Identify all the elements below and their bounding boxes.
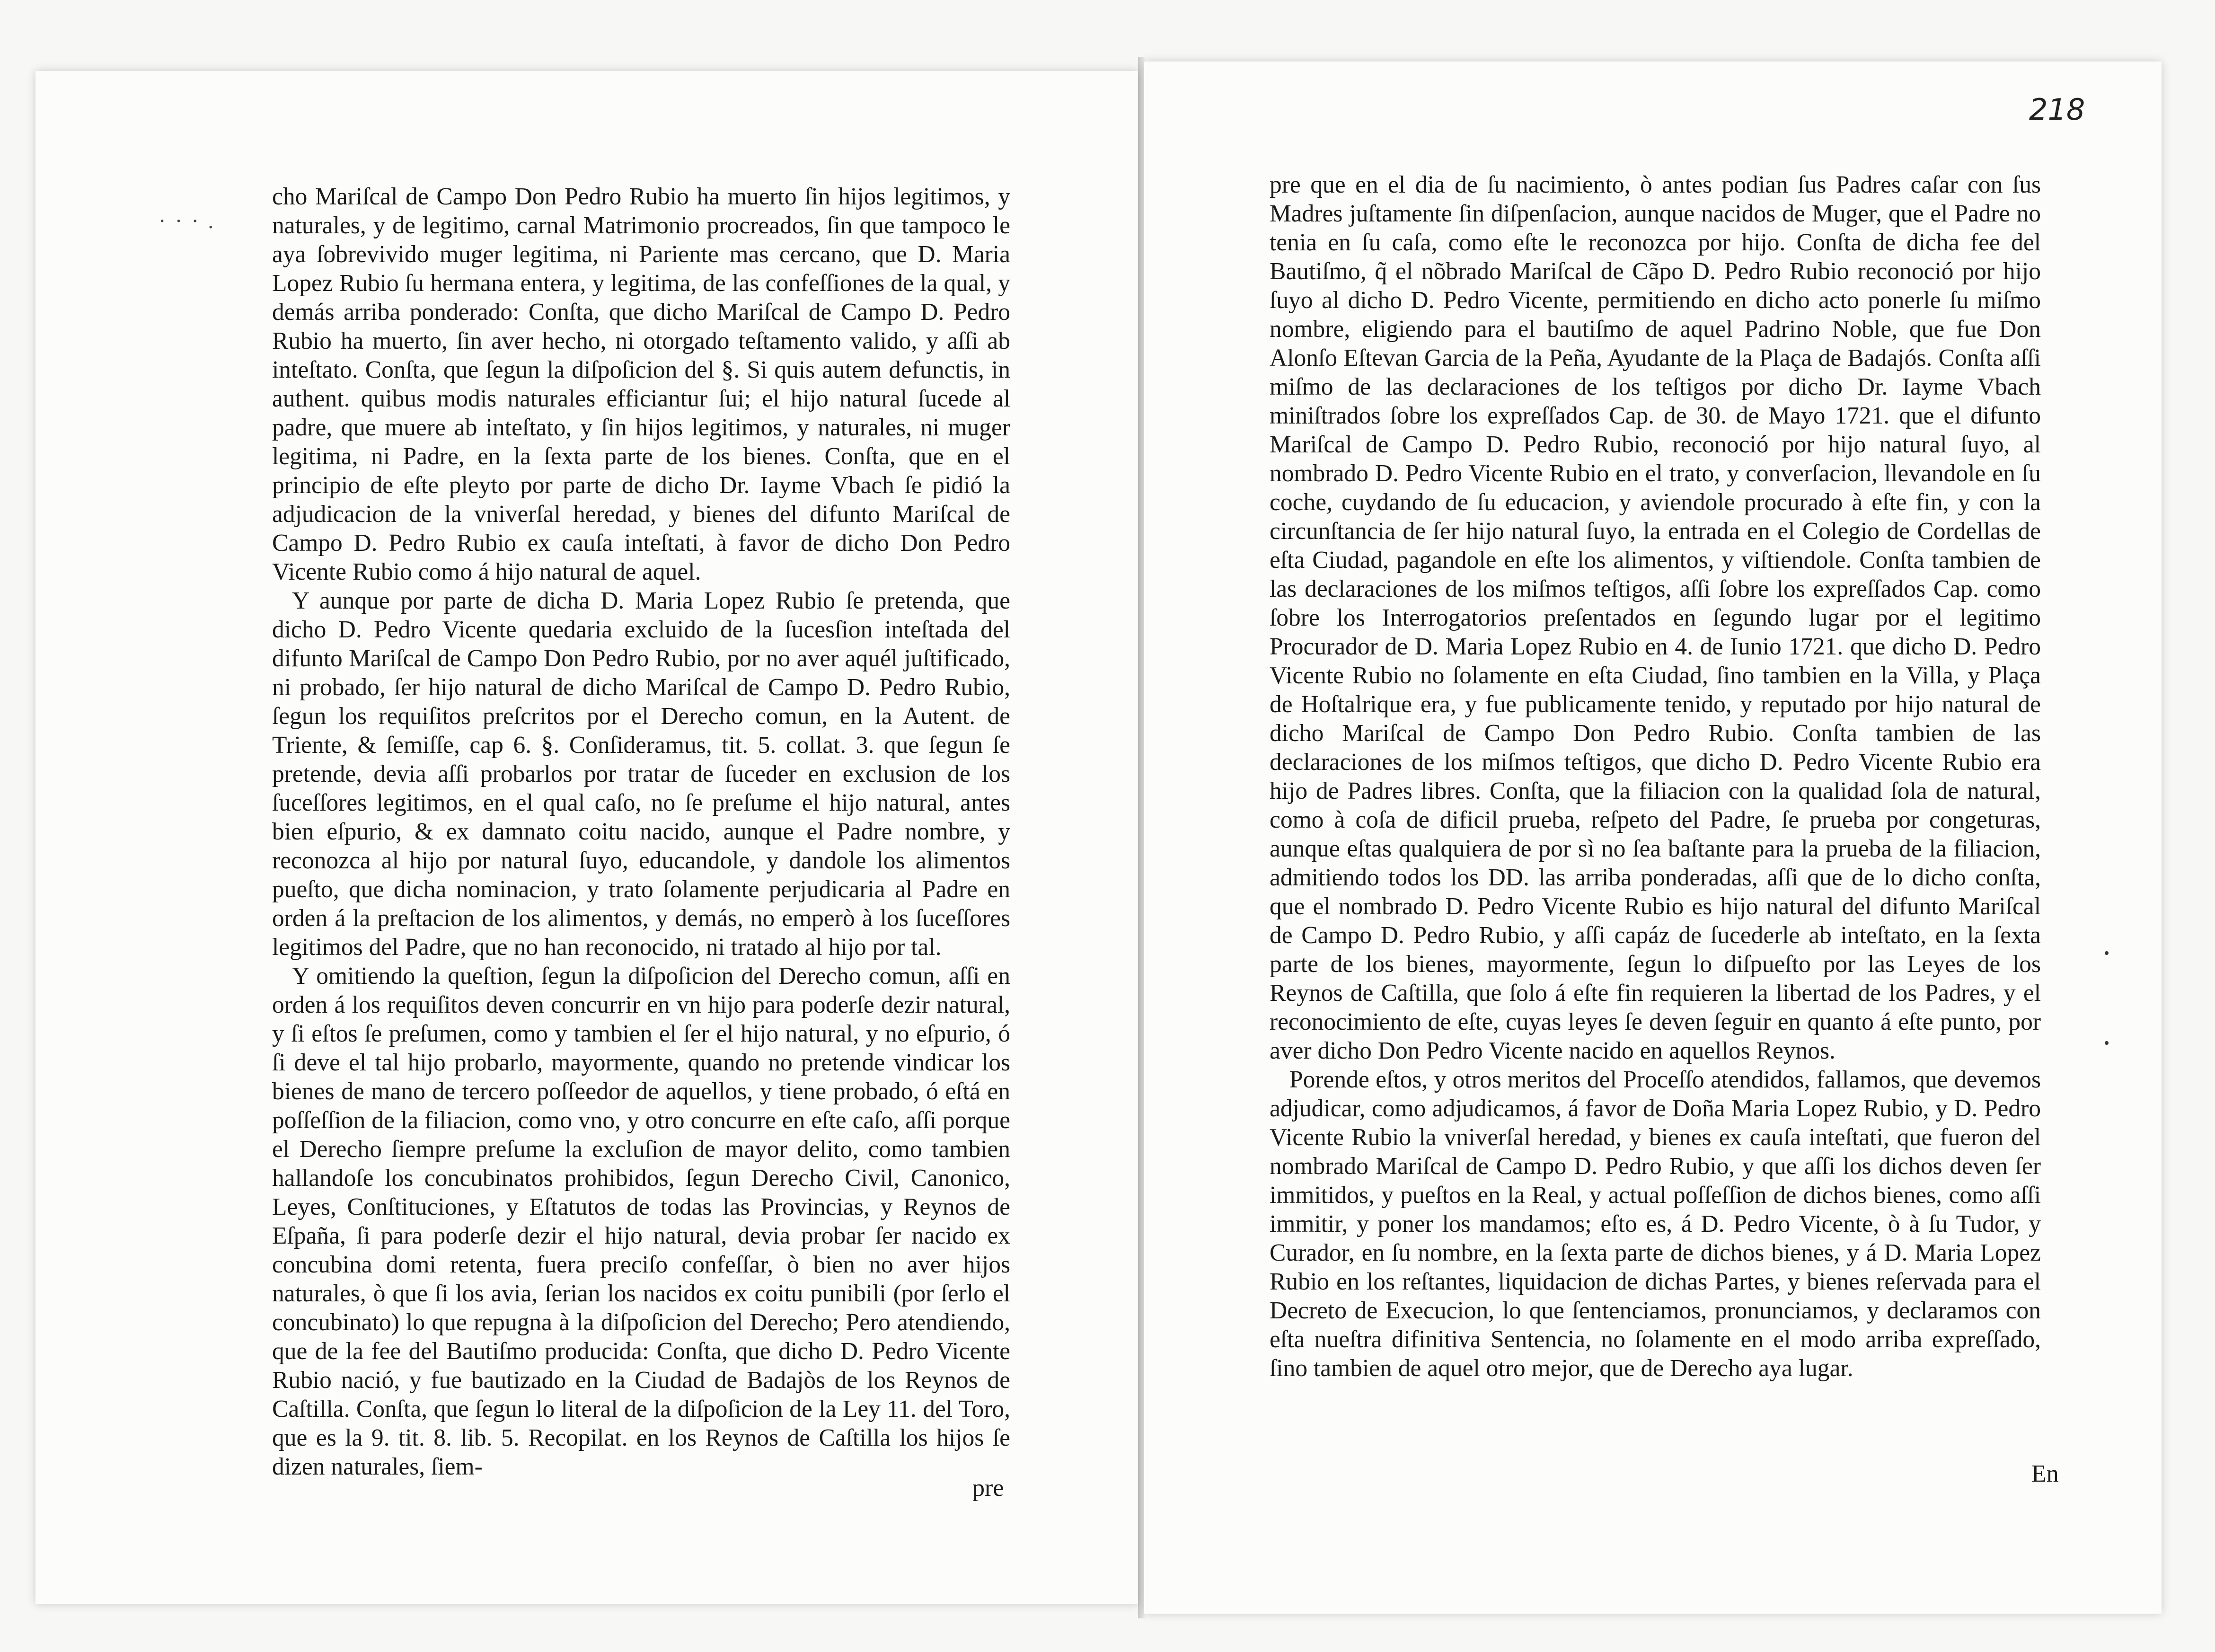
ink-speck [2105,1041,2109,1045]
left-text-column [272,182,1010,1481]
right-paragraph-2: Porende eſtos, y otros meritos del Proceſſo atendidos, fallamos, que devemos adjudicar, como adjudicamos, á favor de Doña Maria Lopez Rubio, y D. Pedro Vicente Rubio la vniverſal heredad, y bienes ex cauſa inteſtati, que fueron del nombrado Mariſcal de Campo D. Pedro Rubio, y que aſſi los dichos deven ſer immitidos, y pueſtos en la Real, y actual poſſeſſion de dichos bienes, como aſſi immitir, y poner los mandamos; eſto es, á D. Pedro Vicente, ò à ſu Tudor, y Curador, en ſu nombre, en la ſexta parte de dichos bienes, y á D. Maria Lopez Rubio en los reſtantes, liquidacion de dichas Partes, y bienes reſervada para el Decreto de Execucion, lo que ſentenciamos, pronunciamos, y declaramos con eſta nueſtra difinitiva Sentencia, no ſolamente en el modo arriba expreſſado, ſino tambien de aquel otro mejor, que de Derecho aya lugar. [1270,1066,2041,1382]
right-paragraph-1: pre que en el dia de ſu nacimiento, ò antes podian ſus Padres caſar con ſus Madres juſtamente ſin diſpenſacion, aunque nacidos de Muger, que el Padre no tenia en ſu caſa, como eſte le reconozca por hijo. Conſta de dicha fee del Bautiſmo, q̃ el nõbrado Mariſcal de Cãpo D. Pedro Rubio reconoció por hijo ſuyo al dicho D. Pedro Vicente, permitiendo en dicho acto ponerle ſu miſmo nombre, eligiendo para el bautiſmo de aquel Padrino Noble, que fue Don Alonſo Eſtevan Garcia de la Peña, Ayudante de la Plaça de Badajós. Conſta aſſi miſmo de las declaraciones de los teſtigos por dicho Dr. Iayme Vbach miniſtrados ſobre los expreſſados Cap. de 30. de Mayo 1721. que el difunto Mariſcal de Campo D. Pedro Rubio, reconoció por hijo natural ſuyo, al nombrado D. Pedro Vicente Rubio en el trato, y converſacion, llevandole en ſu coche, cuydando de ſu educacion, y aviendole procurado à eſte fin, y con la circunſtancia de ſer hijo natural ſuyo, la entrada en el Colegio de Cordellas de eſta Ciudad, pagandole en eſte los alimentos, y viſtiendole. Conſta tambien de las declaraciones de los miſmos teſtigos, aſſi ſobre los expreſſados Cap. como ſobre los Interrogatorios preſentados en ſegundo lugar por el legitimo Procurador de D. Maria Lopez Rubio en 4. de Iunio 1721. que dicho D. Pedro Vicente Rubio no ſolamente en eſta Ciudad, ſino tambien en la Villa, y Plaça de Hoſtalrique era, y fue publicamente tenido, y reputado por hijo natural de dicho Mariſcal de Campo Don Pedro Rubio. Conſta tambien de las declaraciones de los miſmos teſtigos, que dicho D. Pedro Vicente Rubio era hijo de Padres libres. Conſta, que la filiacion con la qualidad ſola de natural, como à coſa de dificil prueba, reſpeto del Padre, ſe prueba por congeturas, aunque eſtas qualquiera de por sì no ſea baſtante para la prueba de la filiacion, admitiendo todos los DD. las arriba ponderadas, aſſi que de lo dicho conſta, que el nombrado D. Pedro Vicente Rubio es hijo natural del difunto Mariſcal de Campo D. Pedro Rubio, y aſſi capáz de ſucederle ab inteſtato, en la ſexta parte de los bienes, mayormente, ſegun lo diſpueſto por las Leyes de los Reynos de Caſtilla, que ſolo á eſte fin requieren la libertad de los Padres, y el reconocimiento de eſte, cuyas leyes ſe deven ſeguir en quanto á eſte punto, por aver dicho Don Pedro Vicente nacido en aquellos Reynos. [1270,171,2041,1064]
left-paragraph-3: Y omitiendo la queſtion, ſegun la diſpoſicion del Derecho comun, aſſi en orden á los requiſitos deven concurrir en vn hijo para poderſe dezir natural, y ſi eſtos ſe preſumen, como y tambien el ſer el hijo natural, y no eſpurio, ó ſi deve el tal hijo probarlo, mayormente, quando no pretende vindicar los bienes de mano de tercero poſſeedor de aquellos, y tiene probado, ó eſtá en poſſeſſion de la filiacion, como vno, y otro concurre en eſte caſo, aſſi porque el Derecho ſiempre preſume la excluſion de mayor delito, como tambien hallandoſe los concubinatos prohibidos, ſegun Derecho Civil, Canonico, Leyes, Conſtituciones, y Eſtatutos de todas las Provincias, y Reynos de Eſpaña, ſi para poderſe dezir el hijo natural, devia probar ſer nacido ex concubina domi retenta, fuera preciſo confeſſar, ò bien no aver hijos naturales, ò que ſi los avia, ſerian los nacidos ex coitu punibili (por ſerlo el concubinato) lo que repugna à la diſpoſicion del Derecho; Pero atendiendo, que de la fee del Bautiſmo producida: Conſta, que dicho D. Pedro Vicente Rubio nació, y fue bautizado en la Ciudad de Badajòs de los Reynos de Caſtilla. Conſta, que ſegun lo literal de la diſpoſicion de la Ley 11. del Toro, que es la 9. tit. 8. lib. 5. Recopilat. en los Reynos de Caſtilla los hijos ſe dizen naturales, ſiem- [272,963,1010,1480]
folio-number: 218 [2029,92,2085,127]
left-page [35,71,1138,1604]
left-paragraph-2: Y aunque por parte de dicha D. Maria Lopez Rubio ſe pretenda, que dicho D. Pedro Vicente quedaria excluido de la ſucesſion inteſtada del difunto Mariſcal de Campo Don Pedro Rubio, por no aver aquél juſtificado, ni probado, ſer hijo natural de dicho Mariſcal de Campo D. Pedro Rubio, ſegun los requiſitos preſcritos por el Derecho comun, en la Autent. de Triente, & ſemiſſe, cap 6. §. Conſideramus, tit. 5. collat. 3. que ſegun ſe pretende, devia aſſi probarlos por tratar de ſuceder en exclusion de los ſuceſſores legitimos, en el qual caſo, no ſe preſume el hijo natural, antes bien eſpurio, & ex damnato coitu nacido, aunque el Padre nombre, y reconozca al hijo por natural ſuyo, educandole, y dandole los alimentos pueſto, que dicha nominacion, y trato ſolamente perjudicaria al Padre en orden á la preſtacion de los alimentos, y demás, no emperò à los ſuceſſores legitimos del Padre, que no han reconocido, ni tratado al hijo por tal. [272,587,1010,961]
margin-marks: · · · . [159,209,215,233]
ink-speck [2105,951,2109,955]
left-catchword: pre [972,1475,1004,1502]
right-page [1144,62,2162,1614]
book-gutter [1138,57,1145,1618]
left-paragraph-1: cho Mariſcal de Campo Don Pedro Rubio ha muerto ſin hijos legitimos, y naturales, y de legitimo, carnal Matrimonio procreados, ſin que tampoco le aya ſobrevivido muger legitima, ni Pariente mas cercano, que D. Maria Lopez Rubio ſu hermana entera, y legitima, de las confeſſiones de la qual, y demás arriba ponderado: Conſta, que dicho Mariſcal de Campo D. Pedro Rubio ha muerto, ſin aver hecho, ni otorgado teſtamento valido, y aſſi ab inteſtato. Conſta, que ſegun la diſpoſicion del §. Si quis autem defunctis, in authent. quibus modis naturales efficiantur ſui; el hijo natural ſucede al padre, que muere ab inteſtato, y ſin hijos legitimos, y naturales, ni muger legitima, ni Padre, en la ſexta parte de los bienes. Conſta, que en el principio de eſte pleyto por parte de dicho Dr. Iayme Vbach ſe pidió la adjudicacion de la vniverſal heredad, y bienes del difunto Mariſcal de Campo D. Pedro Rubio ex cauſa inteſtati, à favor de dicho Don Pedro Vicente Rubio como á hijo natural de aquel. [272,183,1010,585]
right-catchword: En [2031,1460,2059,1487]
right-text-column [1270,170,2041,1383]
